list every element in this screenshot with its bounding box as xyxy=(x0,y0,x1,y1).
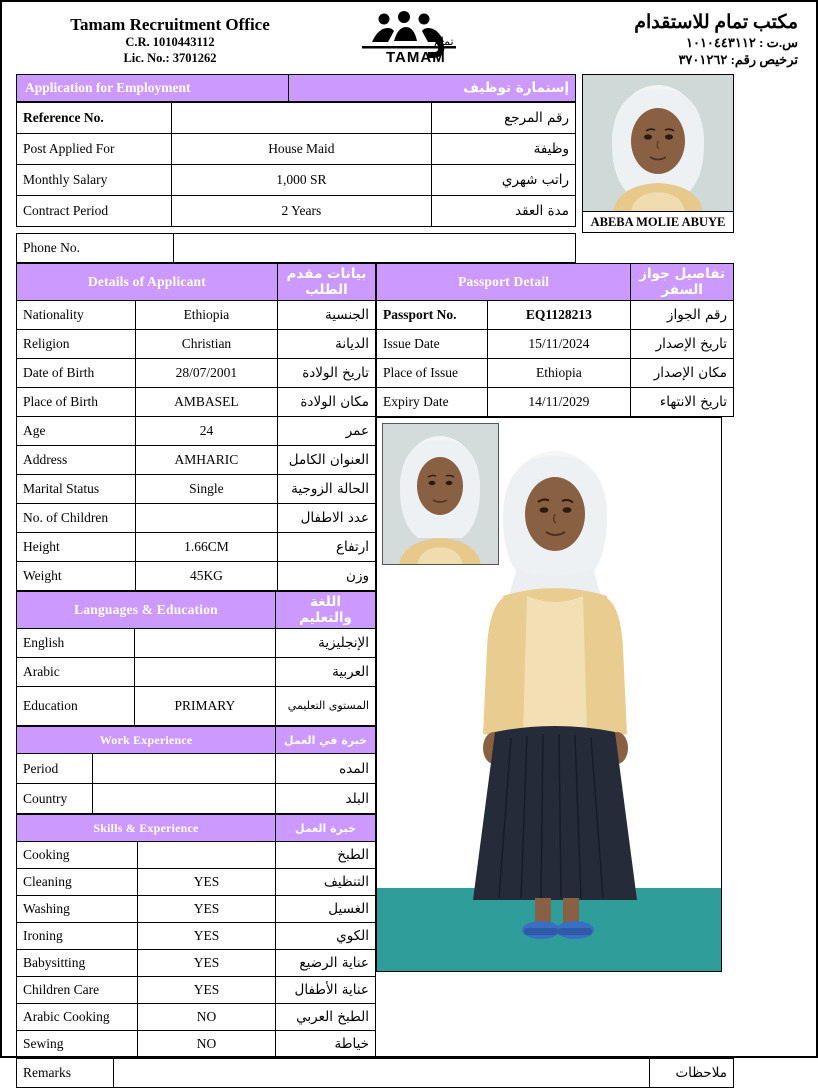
expiry-date-value[interactable]: 14/11/2029 xyxy=(487,388,631,417)
license-number-ar: ترخيص رقم: ٣٧٠١٢٦٢ xyxy=(678,52,798,68)
table-row xyxy=(17,103,576,134)
place-of-birth-label-ar: مكان الولادة xyxy=(277,388,375,417)
table-row xyxy=(17,842,376,869)
education-label-ar: المستوى التعليمي xyxy=(275,687,375,726)
phone-value[interactable] xyxy=(174,234,576,263)
work-period-label: Period xyxy=(17,754,93,784)
weight-label: Weight xyxy=(17,562,136,591)
table-row xyxy=(17,330,376,359)
ironing-value[interactable]: YES xyxy=(138,923,276,950)
work-country-label: Country xyxy=(17,784,93,814)
post-applied-value[interactable]: House Maid xyxy=(171,134,431,165)
passport-no-label: Passport No. xyxy=(377,301,488,330)
middle-section xyxy=(16,263,802,1058)
cleaning-label: Cleaning xyxy=(17,869,138,896)
expiry-date-label-ar: تاريخ الانتهاء xyxy=(631,388,734,417)
details-title-row xyxy=(17,264,376,301)
arabic-label-ar: العربية xyxy=(275,658,375,687)
details-title-ar: بيانات مقدم الطلب xyxy=(277,264,375,301)
place-of-birth-label: Place of Birth xyxy=(17,388,136,417)
post-applied-label-ar: وظيفة xyxy=(432,134,576,165)
table-row xyxy=(17,475,376,504)
passport-no-label-ar: رقم الجواز xyxy=(631,301,734,330)
application-block xyxy=(16,74,576,227)
place-of-birth-value[interactable]: AMBASEL xyxy=(135,388,277,417)
header-left-block xyxy=(20,14,320,67)
table-row xyxy=(17,1031,376,1058)
religion-label: Religion xyxy=(17,330,136,359)
svg-text:تمام: تمام xyxy=(434,35,454,48)
phone-table xyxy=(16,233,576,263)
document-header xyxy=(2,2,816,74)
date-of-birth-value[interactable]: 28/07/2001 xyxy=(135,359,277,388)
right-column xyxy=(376,263,734,972)
table-row xyxy=(17,359,376,388)
work-experience-table xyxy=(16,726,376,814)
no-of-children-label: No. of Children xyxy=(17,504,136,533)
sewing-label: Sewing xyxy=(17,1031,138,1058)
table-row xyxy=(17,234,576,263)
no-of-children-label-ar: عدد الاطفال xyxy=(277,504,375,533)
cooking-label: Cooking xyxy=(17,842,138,869)
contract-period-value[interactable]: 2 Years xyxy=(171,196,431,227)
table-row xyxy=(17,977,376,1004)
work-title-ar: خبرة في العمل xyxy=(276,727,376,754)
post-applied-label: Post Applied For xyxy=(17,134,172,165)
table-row xyxy=(17,417,376,446)
table-row xyxy=(17,923,376,950)
table-row xyxy=(377,330,734,359)
babysitting-label-ar: عناية الرضيع xyxy=(275,950,375,977)
english-label-ar: الإنجليزية xyxy=(275,629,375,658)
contract-period-label: Contract Period xyxy=(17,196,172,227)
application-title-ar: إستمارة توظيف xyxy=(288,75,575,102)
applicant-full-photo xyxy=(376,417,722,972)
place-of-issue-label-ar: مكان الإصدار xyxy=(631,359,734,388)
issue-date-label: Issue Date xyxy=(377,330,488,359)
age-label: Age xyxy=(17,417,136,446)
washing-value[interactable]: YES xyxy=(138,896,276,923)
details-title-en: Details of Applicant xyxy=(17,264,278,301)
table-row xyxy=(17,687,376,726)
arabic-value[interactable] xyxy=(134,658,275,687)
office-name-ar: مكتب تمام للاستقدام xyxy=(634,11,798,33)
table-row xyxy=(17,869,376,896)
height-value[interactable]: 1.66CM xyxy=(135,533,277,562)
skills-title-en: Skills & Experience xyxy=(17,815,276,842)
table-row xyxy=(377,388,734,417)
table-row xyxy=(17,784,376,814)
table-row xyxy=(17,446,376,475)
arabic-cooking-label-ar: الطبخ العربي xyxy=(275,1004,375,1031)
application-title-en: Application for Employment xyxy=(17,75,289,102)
sewing-value[interactable]: NO xyxy=(138,1031,276,1058)
marital-status-label: Marital Status xyxy=(17,475,136,504)
document-body xyxy=(2,74,816,1088)
reference-no-label-ar: رقم المرجع xyxy=(432,103,576,134)
arabic-label: Arabic xyxy=(17,658,135,687)
commercial-registration-ar: س.ت : ١٠١٠٤٤٣١١٢ xyxy=(685,35,798,51)
address-label: Address xyxy=(17,446,136,475)
sewing-label-ar: خياطة xyxy=(275,1031,375,1058)
work-title-en: Work Experience xyxy=(17,727,276,754)
height-label: Height xyxy=(17,533,136,562)
passport-no-value[interactable]: EQ1128213 xyxy=(487,301,631,330)
license-number: Lic. No.: 3701262 xyxy=(123,50,217,65)
issue-date-label-ar: تاريخ الإصدار xyxy=(631,330,734,359)
table-row xyxy=(377,301,734,330)
work-country-label-ar: البلد xyxy=(276,784,376,814)
marital-status-label-ar: الحالة الزوجية xyxy=(277,475,375,504)
washing-label-ar: الغسيل xyxy=(275,896,375,923)
english-value[interactable] xyxy=(134,629,275,658)
table-row xyxy=(17,196,576,227)
cooking-label-ar: الطبخ xyxy=(275,842,375,869)
height-label-ar: ارتفاع xyxy=(277,533,375,562)
table-row xyxy=(17,533,376,562)
education-value[interactable]: PRIMARY xyxy=(134,687,275,726)
children-care-value[interactable]: YES xyxy=(138,977,276,1004)
work-period-label-ar: المده xyxy=(276,754,376,784)
applicant-inset-photo xyxy=(382,423,499,565)
passport-title-en: Passport Detail xyxy=(377,264,631,301)
education-label: Education xyxy=(17,687,135,726)
logo-block xyxy=(329,12,489,68)
passport-table xyxy=(376,263,734,417)
table-row xyxy=(17,165,576,196)
date-of-birth-label-ar: تاريخ الولادة xyxy=(277,359,375,388)
ironing-label: Ironing xyxy=(17,923,138,950)
left-column xyxy=(16,263,376,1058)
contract-period-label-ar: مدة العقد xyxy=(432,196,576,227)
cooking-value[interactable] xyxy=(138,842,276,869)
no-of-children-value[interactable] xyxy=(135,504,277,533)
nationality-label: Nationality xyxy=(17,301,136,330)
table-row xyxy=(17,301,376,330)
languages-table xyxy=(16,591,376,726)
table-row xyxy=(17,1004,376,1031)
marital-status-value[interactable]: Single xyxy=(135,475,277,504)
place-of-issue-label: Place of Issue xyxy=(377,359,488,388)
passport-title-ar: تفاصيل جواز السفر xyxy=(631,264,734,301)
cleaning-value[interactable]: YES xyxy=(138,869,276,896)
table-row xyxy=(17,562,376,591)
table-row xyxy=(17,896,376,923)
english-label: English xyxy=(17,629,135,658)
children-care-label-ar: عناية الأطفال xyxy=(275,977,375,1004)
babysitting-value[interactable]: YES xyxy=(138,950,276,977)
remarks-label: Remarks xyxy=(17,1059,114,1088)
nationality-value[interactable]: Ethiopia xyxy=(135,301,277,330)
ironing-label-ar: الكوي xyxy=(275,923,375,950)
religion-label-ar: الديانة xyxy=(277,330,375,359)
application-table xyxy=(16,74,576,102)
application-title-row xyxy=(17,75,576,102)
arabic-cooking-value[interactable]: NO xyxy=(138,1004,276,1031)
babysitting-label: Babysitting xyxy=(17,950,138,977)
applicant-id-photo xyxy=(582,74,734,212)
monthly-salary-value[interactable]: 1,000 SR xyxy=(171,165,431,196)
remarks-table xyxy=(16,1058,734,1088)
passport-title-row xyxy=(377,264,734,301)
languages-title-ar: اللغة والتعليم xyxy=(275,592,375,629)
application-rows xyxy=(16,102,576,227)
cleaning-label-ar: التنظيف xyxy=(275,869,375,896)
address-value[interactable]: AMHARIC xyxy=(135,446,277,475)
religion-value[interactable]: Christian xyxy=(135,330,277,359)
work-title-row xyxy=(17,727,376,754)
weight-label-ar: وزن xyxy=(277,562,375,591)
header-right-block xyxy=(498,11,798,69)
skills-table xyxy=(16,814,376,1058)
table-row xyxy=(17,629,376,658)
arabic-cooking-label: Arabic Cooking xyxy=(17,1004,138,1031)
languages-title-en: Languages & Education xyxy=(17,592,276,629)
skills-title-row xyxy=(17,815,376,842)
office-name-en: Tamam Recruitment Office xyxy=(70,14,270,34)
commercial-registration: C.R. 1010443112 xyxy=(125,35,215,49)
washing-label: Washing xyxy=(17,896,138,923)
reference-no-label: Reference No. xyxy=(17,103,172,134)
table-row xyxy=(17,504,376,533)
table-row xyxy=(377,359,734,388)
place-of-issue-value[interactable]: Ethiopia xyxy=(487,359,631,388)
languages-title-row xyxy=(17,592,376,629)
issue-date-value[interactable]: 15/11/2024 xyxy=(487,330,631,359)
tamam-logo-icon xyxy=(334,12,484,68)
table-row xyxy=(17,388,376,417)
work-country-value[interactable] xyxy=(92,784,275,814)
table-row xyxy=(17,950,376,977)
table-row xyxy=(17,134,576,165)
reference-no-value[interactable] xyxy=(171,103,431,134)
address-label-ar: العنوان الكامل xyxy=(277,446,375,475)
table-row xyxy=(17,1059,734,1088)
work-period-value[interactable] xyxy=(92,754,275,784)
top-section xyxy=(16,74,802,233)
remarks-label-ar: ملاحظات xyxy=(650,1059,734,1088)
table-row xyxy=(17,754,376,784)
monthly-salary-label-ar: راتب شهري xyxy=(432,165,576,196)
skills-title-ar: خبرة العمل xyxy=(275,815,375,842)
children-care-label: Children Care xyxy=(17,977,138,1004)
monthly-salary-label: Monthly Salary xyxy=(17,165,172,196)
svg-text:TAMAM: TAMAM xyxy=(386,49,446,66)
age-value[interactable]: 24 xyxy=(135,417,277,446)
details-table xyxy=(16,263,376,591)
expiry-date-label: Expiry Date xyxy=(377,388,488,417)
id-photo-block xyxy=(582,74,734,233)
date-of-birth-label: Date of Birth xyxy=(17,359,136,388)
applicant-name: ABEBA MOLIE ABUYE xyxy=(582,212,734,233)
age-label-ar: عمر xyxy=(277,417,375,446)
weight-value[interactable]: 45KG xyxy=(135,562,277,591)
phone-label: Phone No. xyxy=(17,234,174,263)
remarks-value[interactable] xyxy=(113,1059,650,1088)
nationality-label-ar: الجنسية xyxy=(277,301,375,330)
table-row xyxy=(17,658,376,687)
